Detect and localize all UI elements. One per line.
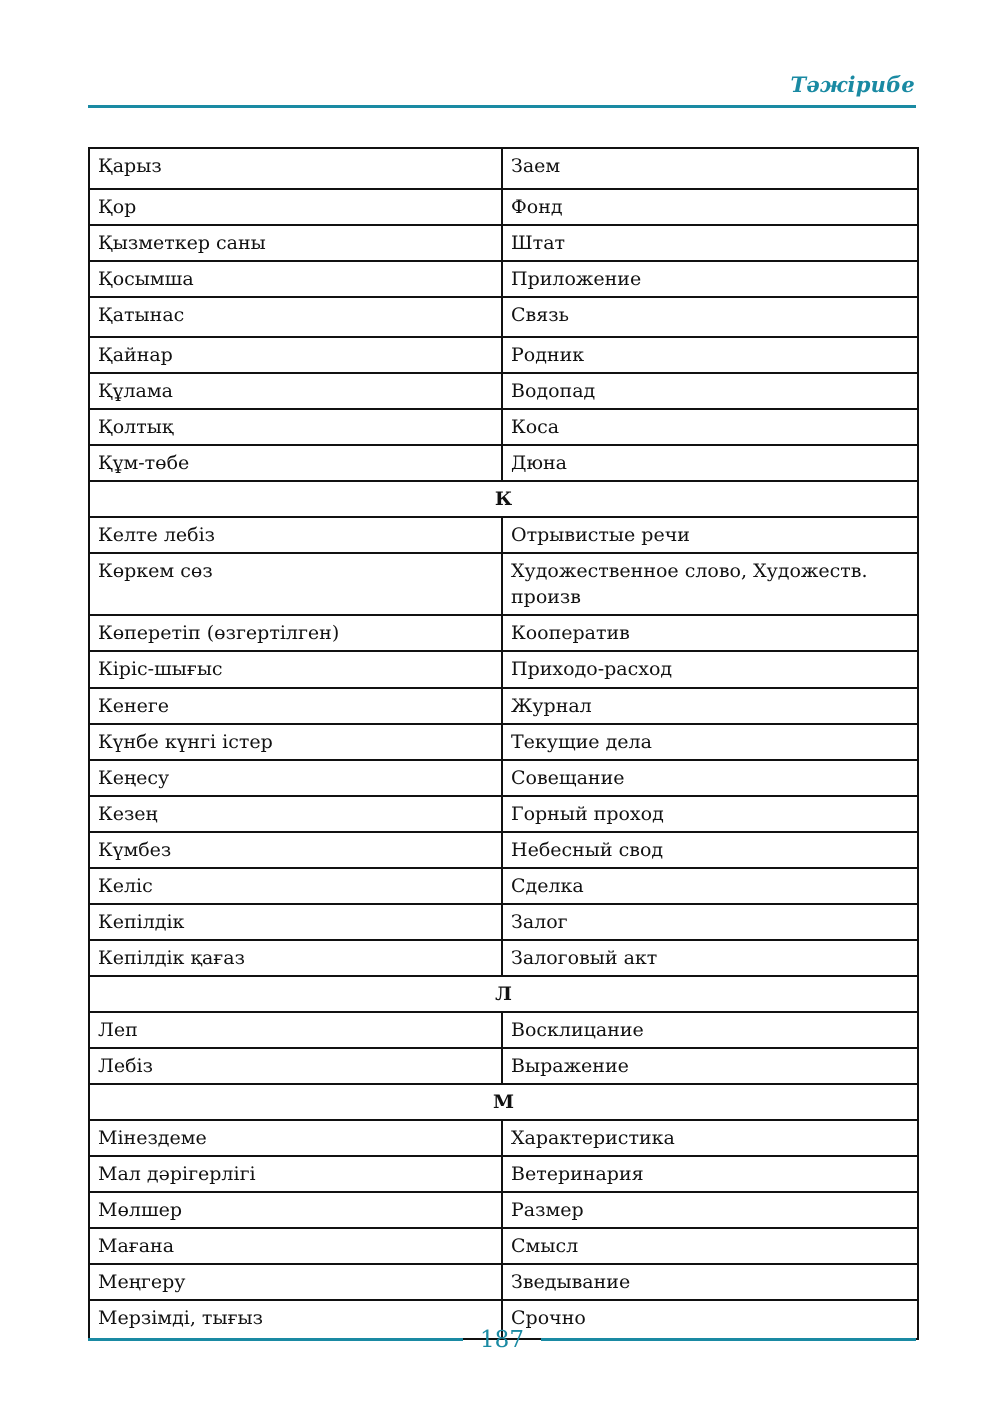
table-row <box>89 445 918 481</box>
table-row <box>89 724 918 760</box>
kazakh-term: Құм-төбе <box>89 445 502 481</box>
kazakh-term: Қатынас <box>89 297 502 337</box>
russian-term: Размер <box>502 1192 918 1228</box>
kazakh-term: Кіріс-шығыс <box>89 651 502 688</box>
kazakh-term: Леп <box>89 1012 502 1048</box>
kazakh-term: Қор <box>89 189 502 225</box>
kazakh-term: Келте лебіз <box>89 517 502 553</box>
russian-term: Характеристика <box>502 1120 918 1156</box>
table-row <box>89 688 918 724</box>
footer-divider-left <box>88 1338 463 1341</box>
russian-term: Горный проход <box>502 796 918 832</box>
russian-term: Срочно <box>502 1300 918 1339</box>
table-row <box>89 337 918 373</box>
table-row <box>89 796 918 832</box>
kazakh-term: Меңгеру <box>89 1264 502 1300</box>
kazakh-term: Құлама <box>89 373 502 409</box>
russian-term: Журнал <box>502 688 918 724</box>
table-row <box>89 148 918 189</box>
kazakh-term: Мінездеме <box>89 1120 502 1156</box>
table-row <box>89 832 918 868</box>
russian-term: Смысл <box>502 1228 918 1264</box>
russian-term: Заем <box>502 148 918 189</box>
table-row <box>89 409 918 445</box>
russian-term: Родник <box>502 337 918 373</box>
kazakh-term: Кеңесу <box>89 760 502 796</box>
kazakh-term: Мағана <box>89 1228 502 1264</box>
russian-term: Небесный свод <box>502 832 918 868</box>
table-row <box>89 651 918 688</box>
kazakh-term: Мал дәрігерлігі <box>89 1156 502 1192</box>
table-row <box>89 760 918 796</box>
section-letter: М <box>89 1084 918 1120</box>
letter-section-row <box>89 481 918 517</box>
kazakh-term: Кезең <box>89 796 502 832</box>
kazakh-term: Қолтық <box>89 409 502 445</box>
kazakh-term: Күмбез <box>89 832 502 868</box>
russian-term: Отрывистые речи <box>502 517 918 553</box>
glossary-body <box>89 148 918 1339</box>
section-letter: Л <box>89 976 918 1012</box>
kazakh-term: Кенеге <box>89 688 502 724</box>
table-row <box>89 553 918 615</box>
table-row <box>89 904 918 940</box>
russian-term: Текущие дела <box>502 724 918 760</box>
page-number: 187 <box>480 1327 524 1353</box>
russian-term: Выражение <box>502 1048 918 1084</box>
russian-term: Залог <box>502 904 918 940</box>
kazakh-term: Лебіз <box>89 1048 502 1084</box>
header-divider <box>88 105 916 108</box>
kazakh-term: Күнбе күнгі істер <box>89 724 502 760</box>
russian-term: Кооператив <box>502 615 918 651</box>
letter-section-row <box>89 1084 918 1120</box>
russian-term: Ветеринария <box>502 1156 918 1192</box>
table-row <box>89 1156 918 1192</box>
kazakh-term: Қызметкер саны <box>89 225 502 261</box>
kazakh-term: Қосымша <box>89 261 502 297</box>
russian-term: Приходо-расход <box>502 651 918 688</box>
kazakh-term: Көперетіп (өзгертілген) <box>89 615 502 651</box>
russian-term: Фонд <box>502 189 918 225</box>
russian-term: Приложение <box>502 261 918 297</box>
table-row <box>89 225 918 261</box>
table-row <box>89 189 918 225</box>
table-row <box>89 1192 918 1228</box>
russian-term: Восклицание <box>502 1012 918 1048</box>
table-row <box>89 1120 918 1156</box>
russian-term: Водопад <box>502 373 918 409</box>
section-letter: К <box>89 481 918 517</box>
table-row <box>89 1048 918 1084</box>
glossary-table <box>88 147 919 1340</box>
russian-term: Зведывание <box>502 1264 918 1300</box>
letter-section-row <box>89 976 918 1012</box>
table-row <box>89 615 918 651</box>
russian-term: Художественное слово, Художеств. произв <box>502 553 918 615</box>
table-row <box>89 1228 918 1264</box>
kazakh-term: Қайнар <box>89 337 502 373</box>
page-header-title: Тәжірибе <box>790 72 915 97</box>
russian-term: Совещание <box>502 760 918 796</box>
kazakh-term: Кепілдік <box>89 904 502 940</box>
table-row <box>89 868 918 904</box>
footer-divider-right <box>541 1338 916 1341</box>
russian-term: Залоговый акт <box>502 940 918 976</box>
table-row <box>89 1012 918 1048</box>
russian-term: Дюна <box>502 445 918 481</box>
kazakh-term: Қарыз <box>89 148 502 189</box>
table-row <box>89 517 918 553</box>
kazakh-term: Мөлшер <box>89 1192 502 1228</box>
russian-term: Сделка <box>502 868 918 904</box>
kazakh-term: Мерзімді, тығыз <box>89 1300 502 1339</box>
kazakh-term: Кепілдік қағаз <box>89 940 502 976</box>
kazakh-term: Көркем сөз <box>89 553 502 615</box>
table-row <box>89 373 918 409</box>
russian-term: Коса <box>502 409 918 445</box>
russian-term: Штат <box>502 225 918 261</box>
table-row <box>89 297 918 337</box>
russian-term: Связь <box>502 297 918 337</box>
table-row <box>89 940 918 976</box>
kazakh-term: Келіс <box>89 868 502 904</box>
table-row <box>89 261 918 297</box>
table-row <box>89 1264 918 1300</box>
